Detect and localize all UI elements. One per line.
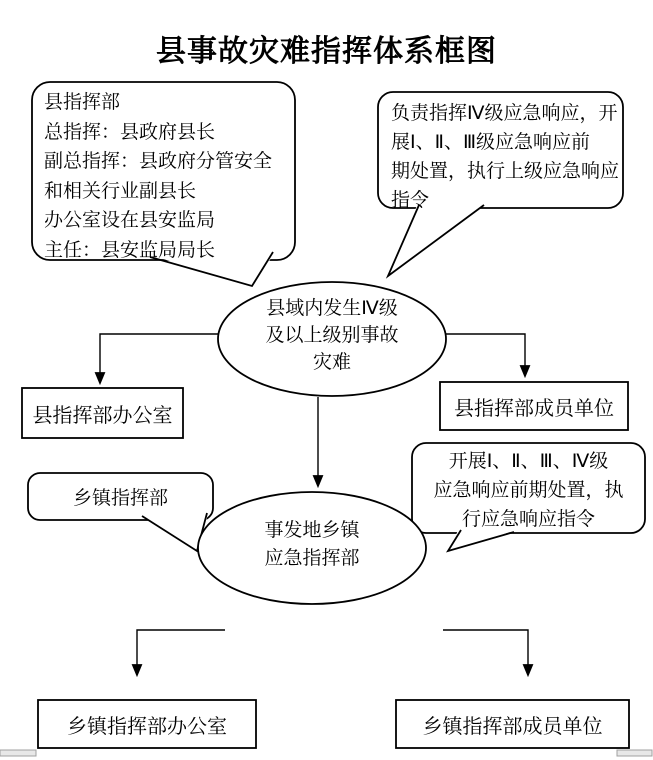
county-event-line: 及以上级别事故 xyxy=(265,325,399,346)
township-hq-callout-label: 乡镇指挥部 xyxy=(72,488,168,509)
arrow-county-event-to-county-office xyxy=(100,334,218,383)
county-event-text xyxy=(218,295,446,376)
arrow-county-event-to-county-members xyxy=(446,334,525,376)
county-hq-line: 副总指挥：县政府分管安全 xyxy=(44,151,273,172)
county-duty-line: 指令 xyxy=(391,190,430,211)
township-members-label: 乡镇指挥部成员单位 xyxy=(422,715,603,738)
township-command-line: 应急指挥部 xyxy=(264,548,360,569)
county-duty-line: 展Ⅰ、Ⅱ、Ⅲ级应急响应前 xyxy=(391,132,591,153)
county-duty-line: 负责指挥Ⅳ级应急响应，开 xyxy=(391,103,618,124)
county-members-label: 县指挥部成员单位 xyxy=(454,397,614,420)
bottom-left-corner-artifact xyxy=(0,750,36,756)
township-command-line: 事发地乡镇 xyxy=(264,520,360,541)
county-hq-line: 主任：县安监局局长 xyxy=(44,239,216,261)
county-hq-line: 县指挥部 xyxy=(44,92,121,113)
township-duty-line: 行应急响应指令 xyxy=(461,509,595,530)
page-title: 县事故灾难指挥体系框图 xyxy=(156,35,497,68)
arrow-township-command-to-township-members xyxy=(443,630,528,675)
township-duty-callout-text xyxy=(412,447,645,534)
arrow-township-command-to-township-office xyxy=(137,630,225,675)
county-hq-line: 和相关行业副县长 xyxy=(44,180,197,202)
township-command-text xyxy=(198,517,426,573)
county-event-line: 灾难 xyxy=(312,352,351,373)
county-office-label: 县指挥部办公室 xyxy=(32,404,173,427)
township-office-label: 乡镇指挥部办公室 xyxy=(67,715,227,738)
county-duty-callout-text xyxy=(391,99,619,215)
township-duty-line: 应急响应前期处置，执 xyxy=(433,480,624,501)
township-duty-line: 开展Ⅰ、Ⅱ、Ⅲ、Ⅳ级 xyxy=(448,451,609,472)
county-duty-line: 期处置，执行上级应急响应 xyxy=(391,161,620,182)
county-event-line: 县域内发生Ⅳ级 xyxy=(266,298,398,319)
county-hq-callout-text xyxy=(44,88,272,265)
bottom-right-corner-artifact xyxy=(617,750,652,756)
county-hq-line: 总指挥：县政府县长 xyxy=(44,121,216,143)
county-hq-line: 办公室设在县安监局 xyxy=(44,210,216,231)
